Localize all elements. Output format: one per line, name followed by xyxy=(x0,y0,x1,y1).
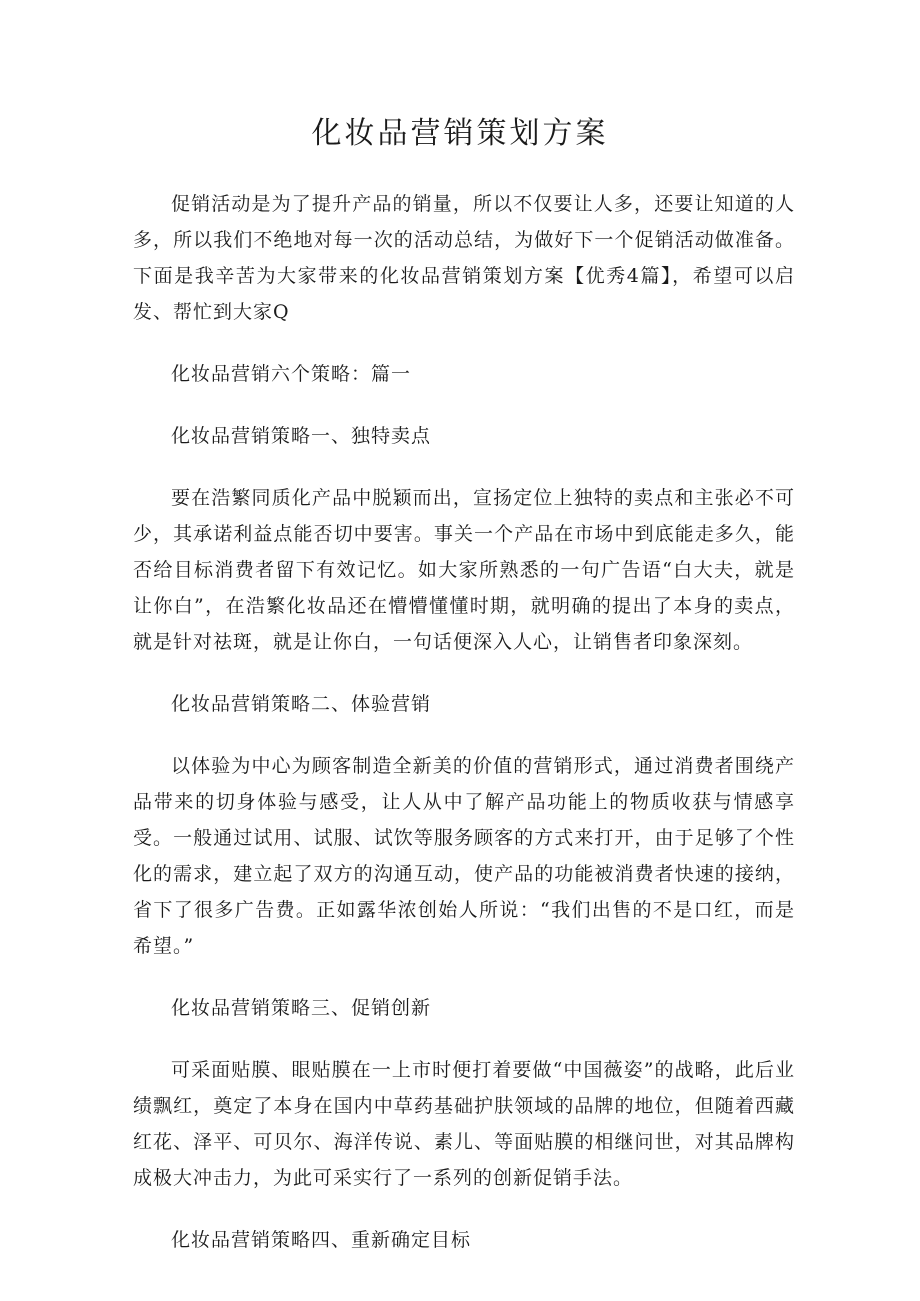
strategy-heading-3: 化妆品营销策略三、促销创新 xyxy=(171,997,432,1019)
strategy-paragraph-3: 可采面贴膜、眼贴膜在一上市时便打着要做“中国薇姿”的战略，此后业绩飘红，奠定了本身在国内中草药基础护肤领域的品牌的地位，但随着西藏红花、泽平、可贝尔、海洋传说、素儿、等面贴膜的相继问世，对其品牌构成极大冲击力，为此可采实行了一系列的创新促销手法。 xyxy=(133,1059,795,1189)
intro-paragraph: 促销活动是为了提升产品的销量，所以不仅要让人多，还要让知道的人多，所以我们不绝地对每一次的活动总结，为做好下一个促销活动做准备。下面是我辛苦为大家带来的化妆品营销策划方案【优秀4篇】，希望可以启发、帮忙到大家Q xyxy=(133,193,795,323)
document-title: 化妆品营销策划方案 xyxy=(311,116,609,151)
section-title: 化妆品营销六个策略：篇一 xyxy=(171,363,412,385)
strategy-paragraph-1: 要在浩繁同质化产品中脱颖而出，宣扬定位上独特的卖点和主张必不可少，其承诺利益点能否切中要害。事关一个产品在市场中到底能走多久，能否给目标消费者留下有效记忆。如大家所熟悉的一句广告语“白大夫，就是让你白”，在浩繁化妆品还在懵懵懂懂时期，就明确的提出了本身的卖点，就是针对祛斑，就是让你白，一句话便深入人心，让销售者印象深刻。 xyxy=(133,487,795,653)
strategy-paragraph-2: 以体验为中心为顾客制造全新美的价值的营销形式，通过消费者围绕产品带来的切身体验与感受，让人从中了解产品功能上的物质收获与情感享受。一般通过试用、试服、试饮等服务顾客的方式来打开，由于足够了个性化的需求，建立起了双方的沟通互动，使产品的功能被消费者快速的接纳，省下了很多广告费。正如露华浓创始人所说：“我们出售的不是口红，而是希望。” xyxy=(133,755,795,957)
strategy-heading-4: 化妆品营销策略四、重新确定目标 xyxy=(171,1229,472,1251)
document-body xyxy=(133,186,795,1284)
strategy-heading-1: 化妆品营销策略一、独特卖点 xyxy=(171,425,432,447)
strategy-heading-2: 化妆品营销策略二、体验营销 xyxy=(171,693,432,715)
